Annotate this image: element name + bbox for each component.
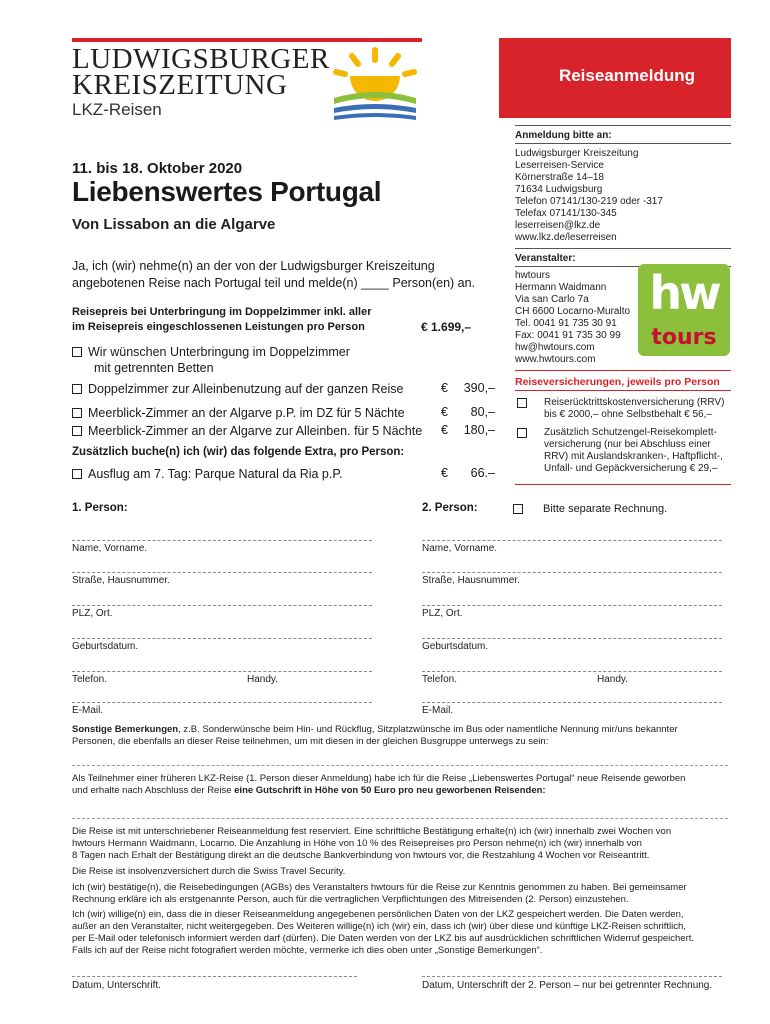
p1-email-label: E-Mail. xyxy=(72,705,104,716)
trip-subtitle: Von Lissabon an die Algarve xyxy=(72,216,276,233)
p2-city-field[interactable] xyxy=(422,605,722,606)
contact-line: Ludwigsburger Kreiszeitung xyxy=(515,148,639,159)
legal-line: Ich (wir) bestätige(n), die Reisebedingungen (AGBs) des Veranstalters hwtours für die Reise zur Kenntnis genommen zu haben. Bei gemeinsamer xyxy=(72,882,687,893)
option-amount: 390,– xyxy=(463,381,495,395)
operator-website[interactable]: www.hwtours.com xyxy=(515,354,596,365)
price-heading-line: Reisepreis bei Unterbringung im Doppelzimmer inkl. aller xyxy=(72,306,372,318)
p2-street-label: Straße, Hausnummer. xyxy=(422,575,520,586)
insurance-complete-label xyxy=(544,427,723,475)
checkbox-icon xyxy=(72,408,82,418)
checkbox-icon xyxy=(517,428,527,438)
person-1-heading: 1. Person: xyxy=(72,502,128,514)
operator-heading: Veranstalter: xyxy=(515,253,576,264)
price-main: € 1.699,– xyxy=(421,320,472,334)
p2-phone-field[interactable] xyxy=(422,671,722,672)
contact-email[interactable]: leserreisen@lkz.de xyxy=(515,220,601,231)
separate-invoice-checkbox[interactable] xyxy=(513,500,529,518)
operator-line: CH 6600 Locarno-Muralto xyxy=(515,306,631,317)
option-label: Meerblick-Zimmer an der Algarve zur Alleinben. für 5 Nächte xyxy=(88,424,423,438)
p2-email-field[interactable] xyxy=(422,702,722,703)
logo-line-3: LKZ-Reisen xyxy=(72,100,162,119)
separate-invoice-label: Bitte separate Rechnung. xyxy=(543,503,668,515)
p2-phone-label: Telefon. xyxy=(422,674,458,685)
contact-website[interactable]: www.lkz.de/leserreisen xyxy=(515,232,617,243)
extra-heading: Zusätzlich buche(n) ich (wir) das folgende Extra, pro Person: xyxy=(72,446,405,458)
signature-2-field[interactable] xyxy=(422,976,722,977)
remarks-text xyxy=(72,724,732,748)
extra-currency: € xyxy=(441,466,448,480)
contact-heading: Anmeldung bitte an: xyxy=(515,130,612,141)
signature-2-label: Datum, Unterschrift der 2. Person – nur bei getrennter Rechnung. xyxy=(422,980,713,991)
legal-line: hwtours Hermann Waidmann, Locarno. Die Anzahlung in Höhe von 10 % des Reisepreises pro Person nehme(n) ich (wir) innerhalb von xyxy=(72,838,642,849)
p2-birthdate-label: Geburtsdatum. xyxy=(422,641,489,652)
option-label: Meerblick-Zimmer an der Algarve p.P. im DZ für 5 Nächte xyxy=(88,406,405,420)
wish-label-2: mit getrennten Betten xyxy=(94,361,214,375)
checkbox-icon xyxy=(72,469,82,479)
insurance-complete-line: RRV) mit Auslandskranken-, Haftpflicht-, xyxy=(544,451,723,462)
insurance-complete-line: Zusätzlich Schutzengel-Reisekomplett- xyxy=(544,427,717,438)
divider xyxy=(515,484,731,485)
person-2-heading: 2. Person: xyxy=(422,502,478,514)
checkbox-icon xyxy=(72,426,82,436)
operator-line: Tel. 0041 91 735 30 91 xyxy=(515,318,617,329)
logo-top-bar xyxy=(72,38,422,42)
checkbox-icon xyxy=(72,384,82,394)
logo-line-2: KREISZEITUNG xyxy=(72,69,288,101)
p1-birthdate-label: Geburtsdatum. xyxy=(72,641,139,652)
wish-option[interactable] xyxy=(72,344,350,361)
legal-block-1 xyxy=(72,826,732,862)
p2-email-label: E-Mail. xyxy=(422,705,454,716)
price-heading xyxy=(72,305,372,335)
legal-line: Ich (wir) willige(n) ein, dass die in dieser Reiseanmeldung angegebenen persönlichen Daten von der LKZ gespeichert werden. Die Daten werden, xyxy=(72,909,684,920)
divider xyxy=(515,143,731,144)
p2-birthdate-field[interactable] xyxy=(422,638,722,639)
checkbox-icon xyxy=(72,347,82,357)
contact-line: Leserreisen-Service xyxy=(515,160,604,171)
p2-mobile-label: Handy. xyxy=(597,674,628,685)
operator-line: Via san Carlo 7a xyxy=(515,294,589,305)
option-currency: € xyxy=(441,405,448,419)
legal-line: 8 Tagen nach Erhalt der Bestätigung direkt an die deutsche Bankverbindung von hwtours vor, die Restzahlung 4 Wochen vor Reiseantritt. xyxy=(72,850,650,861)
hwtours-logo-top: hw xyxy=(649,266,719,320)
former-line: und erhalte nach Abschluss der Reise xyxy=(72,785,235,796)
trip-title: Liebenswertes Portugal xyxy=(72,176,382,207)
contact-line: 71634 Ludwigsburg xyxy=(515,184,603,195)
p1-city-field[interactable] xyxy=(72,605,372,606)
insurance-complete-checkbox[interactable] xyxy=(517,424,533,442)
option-seaview-single[interactable] xyxy=(72,423,422,440)
intro-line-1: Ja, ich (wir) nehme(n) an der von der Ludwigsburger Kreiszeitung xyxy=(72,259,435,273)
p1-phone-label: Telefon. xyxy=(72,674,108,685)
badge-label: Reiseanmeldung xyxy=(558,66,695,85)
p1-mobile-label: Handy. xyxy=(247,674,278,685)
legal-line: Die Reise ist mit unterschriebener Reiseanmeldung fest reserviert. Eine schriftliche Bestätigung erhalte(n) ich (wir) innerhalb zwei Wochen von xyxy=(72,826,672,837)
operator-line: Hermann Waidmann xyxy=(515,282,607,293)
former-line: Als Teilnehmer einer früheren LKZ-Reise (1. Person dieser Anmeldung) habe ich für die Reise „Liebenswertes Portugal“ neue Reisende geworben xyxy=(72,773,686,784)
legal-line: außer an den Veranstalter, nicht weitergegeben. Des Weiteren willige(n) ich (wir) ein, dass ich (wir) über diese und künftige LKZ-Reisen schriftlich, xyxy=(72,921,686,932)
option-seaview-dz[interactable] xyxy=(72,405,405,422)
extra-excursion[interactable] xyxy=(72,466,343,483)
option-currency: € xyxy=(441,381,448,395)
option-single-room[interactable] xyxy=(72,381,403,398)
remarks-bold: Sonstige Bemerkungen xyxy=(72,724,179,735)
contact-line: Telefon 07141/130-219 oder -317 xyxy=(515,196,663,207)
option-amount: 180,– xyxy=(463,423,495,437)
p1-phone-field[interactable] xyxy=(72,671,372,672)
wish-label: Wir wünschen Unterbringung im Doppelzimmer xyxy=(88,345,350,359)
signature-1-field[interactable] xyxy=(72,976,357,977)
p1-city-label: PLZ, Ort. xyxy=(72,608,113,619)
p2-city-label: PLZ, Ort. xyxy=(422,608,463,619)
insurance-rrv-checkbox[interactable] xyxy=(517,394,533,412)
insurance-heading: Reiseversicherungen, jeweils pro Person xyxy=(515,376,720,388)
p1-street-field[interactable] xyxy=(72,572,372,573)
p1-name-label: Name, Vorname. xyxy=(72,543,148,554)
remarks-line: Personen, die ebenfalls an dieser Reise teilnehmen, um mit diesen in der gleichen Busgruppe unterwegs zu sein: xyxy=(72,736,549,747)
price-heading-line: im Reisepreis eingeschlossenen Leistungen pro Person xyxy=(72,321,365,333)
operator-line: hwtours xyxy=(515,270,551,281)
operator-block xyxy=(515,270,630,366)
operator-line: Fax: 0041 91 735 30 99 xyxy=(515,330,621,341)
legal-block-3 xyxy=(72,882,732,906)
p1-name-field[interactable] xyxy=(72,540,372,541)
option-amount: 80,– xyxy=(470,405,495,419)
p2-name-field[interactable] xyxy=(422,540,722,541)
legal-line: Falls ich auf der Reise nicht fotografiert werden möchte, vermerke ich dies oben unter „Sonstige Bemerkungen“. xyxy=(72,945,543,956)
extra-label: Ausflug am 7. Tag: Parque Natural da Ria p.P. xyxy=(88,467,343,481)
insurance-rrv-label xyxy=(544,397,724,421)
hwtours-logo-bottom: tours xyxy=(651,325,717,350)
logo-line-1: LUDWIGSBURGER xyxy=(72,43,330,75)
divider xyxy=(515,125,731,126)
legal-line: Rechnung erkläre ich als erstgenannte Person, auch für die vertraglichen Verpflichtungen des Mitreisenden (2. Person) einzustehen. xyxy=(72,894,629,905)
remarks-line: , z.B. Sonderwünsche beim Hin- und Rückflug, Sitzplatzwünsche im Bus oder namentliche Nennung mir/uns bekannter xyxy=(178,724,678,735)
insurance-complete-line: versicherung (nur bei Abschluss einer xyxy=(544,439,711,450)
trip-date: 11. bis 18. Oktober 2020 xyxy=(72,160,243,177)
divider xyxy=(515,390,731,391)
contact-block xyxy=(515,148,663,244)
signature-1-label: Datum, Unterschrift. xyxy=(72,980,161,991)
p1-birthdate-field[interactable] xyxy=(72,638,372,639)
insurance-rrv-line: Reiserücktrittskostenversicherung (RRV) xyxy=(544,397,725,408)
divider xyxy=(515,248,731,249)
checkbox-icon xyxy=(513,504,523,514)
legal-block-4 xyxy=(72,909,732,957)
divider xyxy=(515,370,731,371)
sun-landscape-icon xyxy=(330,46,420,120)
remarks-field[interactable] xyxy=(72,765,728,766)
p1-street-label: Straße, Hausnummer. xyxy=(72,575,170,586)
referral-field[interactable] xyxy=(72,818,728,819)
legal-line: Die Reise ist insolvenzversichert durch die Swiss Travel Security. xyxy=(72,866,346,877)
p2-street-field[interactable] xyxy=(422,572,722,573)
operator-email[interactable]: hw@hwtours.com xyxy=(515,342,595,353)
legal-block-2 xyxy=(72,866,732,878)
checkbox-icon xyxy=(517,398,527,408)
registration-badge xyxy=(499,38,731,118)
p2-name-label: Name, Vorname. xyxy=(422,543,498,554)
contact-line: Telefax 07141/130-345 xyxy=(515,208,617,219)
hwtours-logo xyxy=(638,264,730,356)
extra-amount: 66.– xyxy=(470,466,495,480)
legal-line: per E-Mail oder telefonisch informiert werden darf (dürfen). Die Daten werden von der LKZ bis auf ausdrücklichen schriftlichen Widerruf gespeichert. xyxy=(72,933,695,944)
insurance-rrv-line: bis € 2000,– ohne Selbstbehalt € 56,– xyxy=(544,409,712,420)
p1-email-field[interactable] xyxy=(72,702,372,703)
option-currency: € xyxy=(441,423,448,437)
contact-line: Körnerstraße 14–18 xyxy=(515,172,604,183)
option-label: Doppelzimmer zur Alleinbenutzung auf der ganzen Reise xyxy=(88,382,404,396)
intro-line-2: angebotenen Reise nach Portugal teil und melde(n) ____ Person(en) an. xyxy=(72,276,476,290)
former-line-bold: eine Gutschrift in Höhe von 50 Euro pro neu geworbenen Reisenden: xyxy=(234,785,546,796)
former-participant-text xyxy=(72,773,732,797)
insurance-complete-line: Unfall- und Gepäckversicherung € 29,– xyxy=(544,463,718,474)
